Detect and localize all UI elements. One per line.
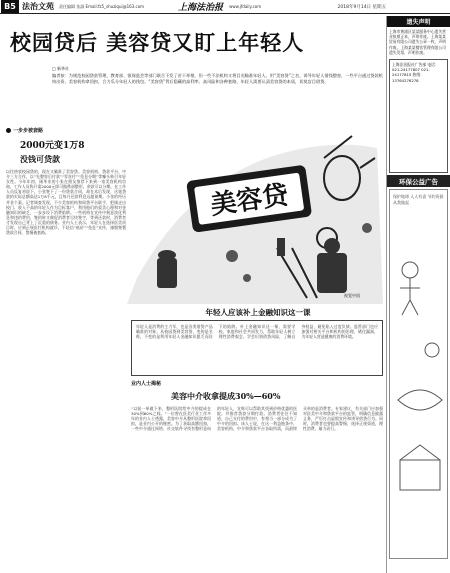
box-title: 年轻人应该补上金融知识这一课 <box>205 308 311 317</box>
ad-contact-box: 上海法治报社广告部 电话：021-24177807 021-24177815 热线：13764276278 <box>389 59 448 173</box>
classified-ads: 上海市黄浦区某某服务中心遗失营业执照正本，声明作废。上海某某贸易有限公司遗失公章一枚，声明作废。上海某某餐饮管理有限公司遗失发票，声明作废。 <box>389 29 446 55</box>
editor-meta: 责任编辑 张淑 Email:fz5_shuziqui@163.com <box>59 3 145 9</box>
second-article <box>131 380 383 573</box>
page-number: B5 <box>1 0 19 13</box>
subhead-secondary: 没钱可贷款 <box>20 154 60 164</box>
eco-ad-tag: 环保公益广告 <box>387 175 450 187</box>
subhead: 2000元变1万8 <box>20 141 85 151</box>
eco-drawing <box>389 189 448 559</box>
issue-date: 2018年9月14日 星期五 <box>337 4 386 10</box>
section2-body: “以前一单做下来，整形医院给中介的提成在30%到60%之间。”一位曾在医美行业工作多年的业内人士透露，美容中介从整形医院拿回扣，是业内公开的秘密。为了获取高额回扣，一些中介通过网络、社交软件寻找有整形意向的年轻人，宣称可以帮助其找到价格优惠的医院，并推荐贷款分期付款。消费者往往不知道，自己支付的费用中，有相当一部分成为了中介的回扣。该人士说，在这一利益链条中，美容机构、中介和贷款平台各取所需，而最终买单的是消费者。专家建议，有关部门应加强对医美中介和贷款平台的监管，明确信息披露义务，严厉打击虚假宣传和诱导借贷行为。同时，消费者也要提高警惕，选择正规渠道，理性消费，量力而行。 <box>131 406 383 432</box>
commentary-box <box>131 320 383 376</box>
newspaper-logo: 上海法治报 <box>178 3 224 13</box>
bullet-icon <box>6 128 11 133</box>
box-body: 年轻人是消费的主力军，也是各类借贷产品瞄准的对象。从校园贷到美容贷，变的是名称，不变的是利用年轻人金融知识匮乏而设下的陷阱。补上金融知识这一课，需要学校、家庭和社会共同发力，帮助年轻人树立理性消费观念，学会识别借贷风险，了解自身权益，避免陷入过度负债。监管部门也应加强对相关平台和机构的治理，堵住漏洞，为年轻人营造健康的消费环境。 <box>136 324 378 340</box>
sign-text: 美容贷 <box>208 180 291 221</box>
main-headline: 校园贷后 美容贷又盯上年轻人 <box>10 30 305 55</box>
article-body: 以往热衷校园贷的，现在又瞄准了美容贷。美容机构、贷款平台、中介三方合作，以“先整容后付款”“零首付”“免息分期”等噱头吸引年轻女性。今年年初，刚毕业的小张在朋友推荐下来到一家美容机构咨询，工作人员称只需2000元即可做鼻部整形，余款可以分期。在工作人员反复劝说下，小张签下了一份贷款合同，却在术后发现，这笔贷款的实际总额高达1万8千元，且每月还款利息远超预期。小张的经历并非个案。记者调查发现，不少美容机构和网贷平台联手，把刚走出校门、收入不高的年轻人作为目标客户，利用他们的爱美心理和对金融知识的缺乏，一步步设下消费陷阱。一些机构在宣传中刻意淡化利息和违约费用，签约时又催促消费者尽快签字，等到还款时，消费者才发现自己背上了沉重的债务。业内人士表示，年轻人在选择医美项目时，应到正规医疗机构就诊，不轻信“低价”“免息”宣传，谨慎签署贷款合同，警惕被套路。 <box>6 169 126 236</box>
sidebar <box>386 16 450 573</box>
section-name: 法治文苑 <box>22 2 54 11</box>
left-article <box>6 127 126 235</box>
notice-tag: 遗失声明 <box>387 16 450 27</box>
child-drawing-icon <box>390 200 448 559</box>
kicker-text: 一步步被套路 <box>13 128 44 134</box>
illustration-caption: 视觉中国 <box>344 293 360 298</box>
drawing-caption: 保护地球 人人有责 节约资源 从我做起 <box>393 194 444 206</box>
page-header <box>0 0 450 14</box>
illustration <box>127 128 383 304</box>
kicker <box>6 127 126 134</box>
beauty-loan-illustration <box>127 128 383 304</box>
editor-note: 编者按：为规范校园贷款管理，教育部、银保监会等部门联合下发了若干举措，但一些不法机构又将目光瞄准年轻人，用“美容贷”之名，诱导年轻人借钱整容，一些平台通过贷款机构出资，美容机构拿回扣，合力瓜分年轻人的钱包。“美容贷”背后隐藏的高利率、高风险和各种套路，年轻人需要认清美容贷的本质，切莫盲目借贷。 <box>52 73 383 84</box>
section2-kicker: 业内人士揭秘 <box>131 381 162 387</box>
byline: □ 新华社 <box>52 66 70 71</box>
website-url: www.jfdaily.com <box>229 4 262 9</box>
section2-headline: 美容中介收拿提成30%—60% <box>171 391 281 401</box>
